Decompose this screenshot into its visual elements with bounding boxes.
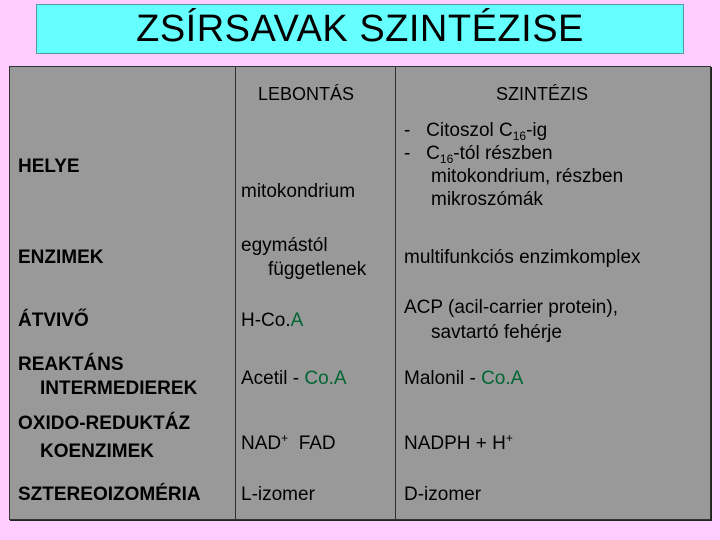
reaktans-lebontas-b: Co.A bbox=[304, 368, 347, 389]
item2-subscript: 16 bbox=[439, 152, 454, 166]
row-label-reaktans-line1: REAKTÁNS bbox=[18, 354, 124, 375]
oxido-lebontas-a: NAD bbox=[241, 433, 282, 454]
page-title: ZSÍRSAVAK SZINTÉZISE bbox=[136, 7, 584, 50]
helye-lebontas: mitokondrium bbox=[241, 181, 356, 202]
reaktans-szintezis-b: Co.A bbox=[481, 368, 524, 389]
column-divider-1 bbox=[235, 67, 236, 519]
reaktans-lebontas bbox=[241, 367, 347, 390]
atvivo-lebontas-b: A bbox=[290, 310, 304, 331]
enzimek-lebontas-line2: függetlenek bbox=[268, 259, 367, 280]
helye-szintezis-line3: mikroszómák bbox=[431, 189, 543, 210]
atvivo-lebontas-a: H-Co bbox=[241, 310, 286, 331]
oxido-lebontas-b: FAD bbox=[298, 433, 336, 454]
oxido-lebontas-sup: + bbox=[281, 431, 289, 445]
reaktans-lebontas-a: Acetil - bbox=[241, 368, 305, 389]
dash-1: - bbox=[404, 120, 411, 141]
oxido-lebontas bbox=[241, 427, 336, 455]
row-label-enzimek: ENZIMEK bbox=[18, 247, 104, 268]
oxido-szintezis-sup: + bbox=[505, 431, 513, 445]
oxido-szintezis-a: NADPH + H bbox=[404, 433, 506, 454]
header-lebontas: LEBONTÁS bbox=[258, 84, 355, 104]
row-label-atvivo: ÁTVIVŐ bbox=[18, 310, 89, 331]
sztereo-szintezis: D-izomer bbox=[404, 484, 482, 505]
comparison-table bbox=[9, 66, 711, 520]
item1-text-a: Citoszol C bbox=[426, 120, 513, 141]
row-label-oxido-line1: OXIDO-REDUKTÁZ bbox=[18, 413, 191, 434]
helye-szintezis-line2: mitokondrium, részben bbox=[431, 166, 624, 187]
reaktans-szintezis bbox=[404, 367, 523, 390]
title-box bbox=[36, 4, 684, 54]
item1-subscript: 16 bbox=[512, 129, 527, 143]
header-szintezis: SZINTÉZIS bbox=[496, 84, 589, 104]
enzimek-lebontas-line1: egymástól bbox=[241, 235, 328, 256]
column-divider-2 bbox=[395, 67, 396, 519]
row-label-sztereo: SZTEREOIZOMÉRIA bbox=[18, 484, 201, 505]
oxido-szintezis bbox=[404, 427, 513, 455]
item2-text-b: -tól részben bbox=[453, 143, 553, 164]
row-label-oxido-line2: KOENZIMEK bbox=[40, 441, 154, 462]
enzimek-szintezis: multifunkciós enzimkomplex bbox=[404, 247, 641, 268]
atvivo-lebontas: H-Co.A bbox=[241, 310, 304, 331]
sztereo-lebontas: L-izomer bbox=[241, 484, 315, 505]
item2-text-a: C bbox=[426, 143, 440, 164]
row-label-reaktans-line2: INTERMEDIEREK bbox=[40, 378, 198, 399]
row-label-helye: HELYE bbox=[18, 156, 80, 177]
dash-2: - bbox=[404, 143, 411, 164]
atvivo-szintezis-line2: savtartó fehérje bbox=[431, 322, 562, 343]
reaktans-szintezis-a: Malonil - bbox=[404, 368, 482, 389]
item1-text-b: -ig bbox=[526, 120, 548, 141]
atvivo-szintezis-line1: ACP (acil-carrier protein), bbox=[404, 297, 618, 318]
